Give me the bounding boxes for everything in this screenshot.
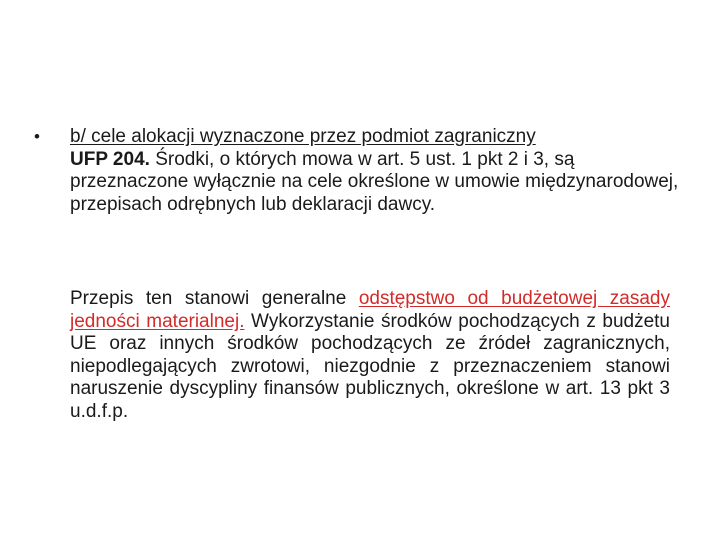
- bullet-item: [34, 126, 694, 216]
- bullet-heading-underlined: b/ cele alokacji wyznaczone przez podmiot zagraniczny: [70, 126, 536, 147]
- highlighted-phrase: odstępstwo od budżetowej zasady jedności materialnej.: [70, 288, 670, 332]
- bullet-row: [34, 126, 694, 216]
- paragraph-rest: Wykorzystanie środków pochodzących z budżetu UE oraz innych środków pochodzących ze źródeł zagranicznych, niepodlegających zwrotowi, niezgodnie z przeznaczeniem stanowi naruszenie dyscypliny finansów publicznych, określone w art. 13 pkt 3 u.d.f.p.: [70, 310, 670, 422]
- bullet-article-number: UFP 204.: [70, 148, 150, 170]
- paragraph-intro: Przepis ten stanowi generalne: [70, 288, 359, 309]
- bullet-text: [70, 126, 694, 216]
- explanation-paragraph: [70, 288, 670, 423]
- bullet-article-text: Środki, o których mowa w art. 5 ust. 1 pkt 2 i 3, są przeznaczone wyłącznie na cele określone w umowie międzynarodowej, przepisach odrębnych lub deklaracji dawcy.: [70, 148, 679, 215]
- bullet-marker: •: [34, 127, 40, 146]
